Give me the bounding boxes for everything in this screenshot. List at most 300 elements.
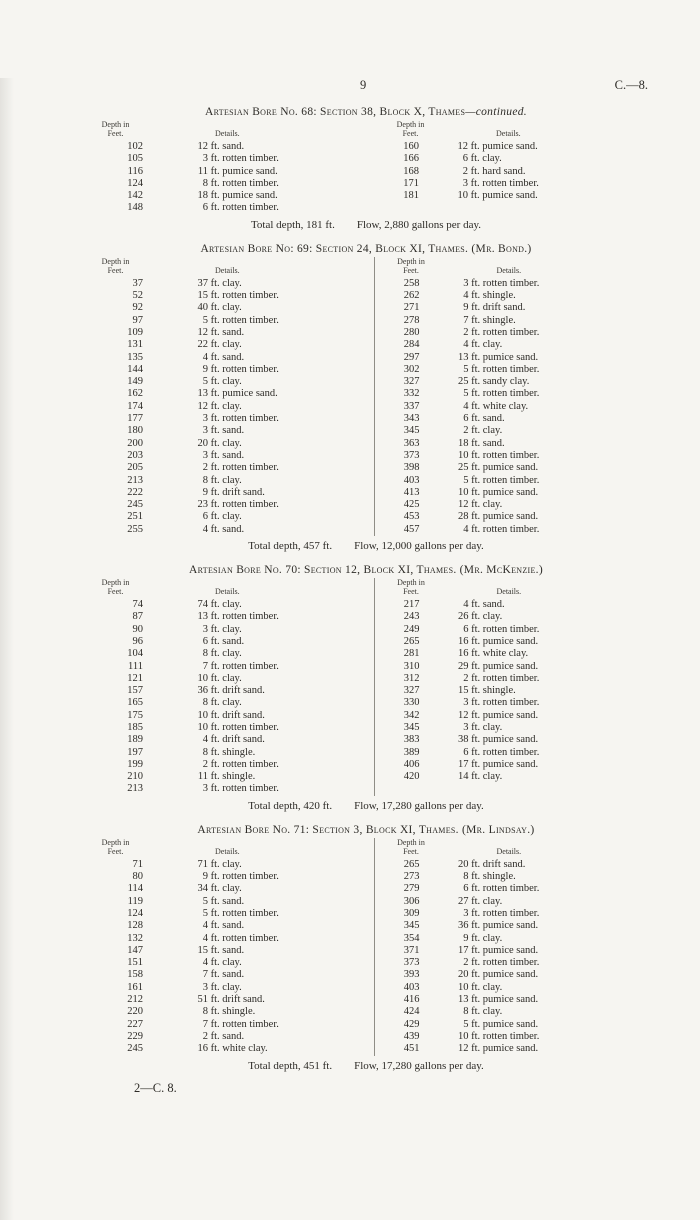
flow-rate: Flow, 17,280 gallons per day. [354, 799, 484, 812]
detail-value: 17 ft. pumice sand. [453, 945, 538, 957]
bore-row [375, 166, 644, 178]
detail-thickness: 10 [457, 449, 469, 461]
detail-thickness: 23 [197, 499, 208, 511]
column-headers [375, 578, 644, 596]
detail-value: 6 ft. rotten timber. [453, 747, 539, 759]
bore-row [375, 920, 644, 932]
bore-row [88, 747, 374, 759]
bore-row [375, 450, 644, 462]
detail-thickness: 8 [202, 474, 208, 486]
bore-row [88, 364, 374, 376]
scan-edge-shadow [0, 78, 14, 1220]
detail-value: 15 ft. sand. [193, 945, 244, 957]
detail-thickness: 8 [202, 177, 208, 189]
depth-header-line1: Depth in [397, 256, 425, 266]
depth-value: 105 [127, 153, 143, 165]
depth-value: 144 [127, 363, 143, 375]
detail-value: 6 ft. rotten timber. [193, 202, 279, 214]
detail-thickness: 10 [457, 981, 469, 993]
depth-value: 166 [403, 153, 419, 165]
detail-thickness: 37 [197, 277, 208, 289]
detail-value: 7 ft. rotten timber. [193, 661, 279, 673]
depth-value: 87 [132, 611, 143, 623]
detail-value: 9 ft. rotten timber. [193, 364, 279, 376]
bore-row [375, 859, 644, 871]
depth-value: 74 [132, 599, 143, 611]
detail-thickness: 4 [202, 734, 208, 746]
bore-row [88, 636, 374, 648]
depth-value: 220 [127, 1006, 143, 1018]
depth-value: 205 [127, 462, 143, 474]
depth-value: 249 [403, 623, 420, 635]
detail-thickness: 17 [457, 944, 469, 956]
depth-value: 200 [127, 437, 143, 449]
detail-value: 2 ft. sand. [193, 1031, 244, 1043]
depth-value: 337 [403, 400, 420, 412]
depth-value: 251 [127, 511, 143, 523]
detail-thickness: 6 [463, 623, 469, 635]
detail-thickness: 51 [197, 994, 208, 1006]
detail-value: 4 ft. drift sand. [193, 734, 265, 746]
detail-thickness: 5 [202, 314, 208, 326]
bore-table-right-half [374, 838, 644, 1056]
bore-row [375, 734, 644, 746]
detail-value: 3 ft. rotten timber. [453, 697, 539, 709]
depth-value: 142 [127, 190, 143, 202]
bore-table-left-half [88, 578, 374, 796]
detail-thickness: 12 [457, 499, 469, 511]
detail-value: 4 ft. shingle. [453, 290, 515, 302]
bore-row [88, 624, 374, 636]
depth-value: 213 [127, 474, 143, 486]
detail-value: 20 ft. pumice sand. [453, 969, 538, 981]
depth-value: 243 [403, 611, 420, 623]
depth-value: 210 [127, 771, 143, 783]
bore-row [88, 685, 374, 697]
detail-thickness: 4 [202, 351, 208, 363]
detail-value: 71 ft. clay. [193, 859, 242, 871]
depth-value: 37 [132, 277, 143, 289]
bore-row [375, 661, 644, 673]
detail-thickness: 5 [202, 376, 208, 388]
details-column-header: Details. [215, 587, 240, 597]
detail-value: 5 ft. rotten timber. [453, 364, 539, 376]
detail-thickness: 14 [457, 771, 469, 783]
details-column-header: Details. [496, 265, 522, 275]
total-depth: Total depth, 181 ft. [250, 218, 335, 231]
bore-row [88, 376, 374, 388]
detail-thickness: 6 [463, 883, 469, 895]
bore-row [375, 487, 644, 499]
total-line [88, 1060, 644, 1072]
depth-header-line2: Feet. [107, 846, 124, 856]
depth-column-header [88, 257, 143, 275]
depth-value: 161 [127, 981, 143, 993]
bore-row [88, 315, 374, 327]
detail-thickness: 6 [202, 202, 208, 214]
detail-thickness: 12 [197, 326, 208, 338]
bore-row [88, 511, 374, 523]
depth-value: 96 [132, 635, 143, 647]
detail-value: 6 ft. sand. [193, 636, 244, 648]
bore-row [88, 722, 374, 734]
detail-thickness: 28 [457, 511, 469, 523]
column-headers [375, 257, 644, 275]
depth-value: 345 [403, 425, 420, 437]
depth-value: 425 [403, 499, 420, 511]
detail-value: 9 ft. clay. [453, 933, 502, 945]
detail-value: 8 ft. shingle. [453, 871, 515, 883]
detail-thickness: 11 [197, 165, 208, 177]
depth-value: 354 [403, 932, 420, 944]
bore-rows [375, 141, 644, 202]
depth-value: 371 [403, 944, 420, 956]
depth-header-line1: Depth in [101, 578, 130, 588]
depth-value: 128 [127, 920, 143, 932]
depth-value: 451 [403, 1043, 420, 1055]
detail-value: 7 ft. shingle. [453, 315, 515, 327]
depth-value: 52 [132, 290, 143, 302]
bore-row [88, 994, 374, 1006]
bore-row [375, 413, 644, 425]
depth-value: 131 [127, 339, 143, 351]
detail-value: 9 ft. drift sand. [453, 302, 525, 314]
bore-table [88, 120, 644, 215]
depth-column-header [88, 578, 143, 596]
depth-value: 271 [403, 302, 420, 314]
detail-thickness: 13 [197, 611, 208, 623]
detail-value: 13 ft. pumice sand. [453, 352, 538, 364]
detail-thickness: 4 [463, 400, 469, 412]
bore-row [88, 1031, 374, 1043]
depth-header-line2: Feet. [107, 129, 124, 138]
bore-row [375, 327, 644, 339]
depth-column-header [88, 120, 143, 138]
page-footer-mark: 2—C. 8. [134, 1080, 177, 1095]
depth-value: 162 [127, 388, 143, 400]
bore-title [88, 564, 644, 576]
detail-thickness: 4 [202, 920, 208, 932]
bore-row [88, 278, 374, 290]
bore-row [88, 339, 374, 351]
bore-rows [375, 278, 644, 536]
bore-row [88, 401, 374, 413]
depth-value: 393 [403, 969, 420, 981]
detail-thickness: 11 [197, 771, 208, 783]
depth-value: 429 [403, 1018, 420, 1030]
bore-row [375, 376, 644, 388]
detail-thickness: 18 [457, 437, 469, 449]
depth-value: 245 [127, 499, 143, 511]
detail-thickness: 8 [463, 1006, 469, 1018]
depth-value: 102 [127, 141, 143, 152]
detail-thickness: 9 [463, 302, 469, 314]
detail-value: 2 ft. rotten timber. [453, 673, 539, 685]
detail-thickness: 4 [463, 599, 469, 611]
detail-thickness: 34 [197, 883, 208, 895]
detail-thickness: 8 [202, 1006, 208, 1018]
bore-row [375, 908, 644, 920]
detail-value: 51 ft. drift sand. [193, 994, 265, 1006]
detail-value: 4 ft. clay. [193, 957, 242, 969]
bore-row [88, 920, 374, 932]
detail-value: 4 ft. sand. [193, 524, 244, 536]
detail-thickness: 10 [197, 721, 208, 733]
detail-value: 5 ft. rotten timber. [453, 475, 539, 487]
bore-section-68 [88, 106, 644, 231]
bore-row [88, 697, 374, 709]
detail-thickness: 5 [202, 895, 208, 907]
depth-value: 160 [403, 141, 419, 152]
detail-thickness: 6 [463, 413, 469, 425]
bore-row [375, 982, 644, 994]
bore-row [88, 438, 374, 450]
detail-value: 4 ft. white clay. [453, 401, 528, 413]
detail-thickness: 2 [463, 326, 469, 338]
depth-value: 343 [403, 413, 420, 425]
detail-value: 17 ft. pumice sand. [453, 759, 538, 771]
detail-value: 3 ft. rotten timber. [193, 413, 279, 425]
depth-value: 217 [403, 599, 420, 611]
bore-rows [88, 599, 374, 796]
detail-thickness: 9 [202, 486, 208, 498]
bore-row [88, 327, 374, 339]
detail-value: 7 ft. sand. [193, 969, 244, 981]
depth-header-line1: Depth in [101, 256, 130, 266]
detail-value: 2 ft. clay. [453, 425, 502, 437]
detail-thickness: 16 [457, 635, 469, 647]
detail-thickness: 71 [197, 858, 208, 870]
detail-value: 3 ft. sand. [193, 425, 244, 437]
total-depth: Total depth, 457 ft. [248, 540, 333, 553]
depth-column-header [383, 838, 438, 856]
detail-value: 36 ft. drift sand. [193, 685, 265, 697]
detail-value: 8 ft. clay. [193, 475, 242, 487]
depth-value: 157 [127, 685, 143, 697]
depth-value: 373 [403, 449, 420, 461]
detail-value: 2 ft. rotten timber. [193, 759, 279, 771]
detail-thickness: 36 [457, 920, 469, 932]
column-headers [375, 120, 644, 138]
depth-value: 180 [127, 425, 143, 437]
detail-thickness: 38 [457, 734, 469, 746]
depth-value: 279 [403, 883, 420, 895]
bore-row [375, 896, 644, 908]
bore-row [375, 388, 644, 400]
bore-row [375, 685, 644, 697]
detail-value: 3 ft. rotten timber. [453, 908, 539, 920]
detail-thickness: 17 [457, 758, 469, 770]
depth-value: 420 [403, 771, 420, 783]
detail-value: 12 ft. sand. [193, 141, 244, 153]
depth-value: 212 [127, 994, 143, 1006]
detail-value: 20 ft. clay. [193, 438, 242, 450]
bore-row [88, 462, 374, 474]
depth-value: 132 [127, 932, 143, 944]
detail-thickness: 3 [463, 697, 469, 709]
details-column-header: Details. [496, 846, 522, 856]
detail-value: 15 ft. shingle. [453, 685, 515, 697]
detail-thickness: 9 [202, 871, 208, 883]
depth-value: 227 [127, 1018, 143, 1030]
depth-value: 121 [127, 672, 143, 684]
detail-thickness: 9 [202, 363, 208, 375]
bore-row [88, 945, 374, 957]
bore-row [88, 178, 375, 190]
detail-thickness: 4 [202, 957, 208, 969]
depth-column-header [383, 120, 438, 138]
detail-thickness: 13 [457, 351, 469, 363]
detail-value: 40 ft. clay. [193, 302, 242, 314]
depth-value: 302 [403, 363, 420, 375]
detail-value: 11 ft. pumice sand. [193, 166, 278, 178]
detail-value: 6 ft. clay. [193, 511, 242, 523]
document-reference: C.—8. [614, 78, 648, 92]
detail-thickness: 4 [463, 523, 469, 535]
depth-value: 345 [403, 920, 420, 932]
detail-thickness: 40 [197, 302, 208, 314]
depth-value: 151 [127, 957, 143, 969]
bore-row [88, 648, 374, 660]
detail-value: 3 ft. rotten timber. [453, 278, 539, 290]
depth-value: 71 [132, 858, 143, 870]
detail-value: 4 ft. rotten timber. [193, 933, 279, 945]
detail-thickness: 10 [197, 709, 208, 721]
detail-value: 12 ft. pumice sand. [453, 141, 538, 153]
bore-table [88, 838, 644, 1056]
detail-value: 10 ft. drift sand. [193, 710, 265, 722]
total-line [88, 219, 644, 231]
bore-row [88, 673, 374, 685]
detail-value: 8 ft. clay. [453, 1006, 502, 1018]
depth-value: 114 [127, 883, 143, 895]
depth-value: 165 [127, 697, 143, 709]
detail-thickness: 29 [457, 660, 469, 672]
depth-header-line2: Feet. [107, 587, 124, 597]
detail-thickness: 18 [197, 190, 208, 202]
detail-value: 2 ft. rotten timber. [453, 327, 539, 339]
bore-row [88, 759, 374, 771]
depth-value: 171 [403, 177, 419, 189]
detail-value: 6 ft. rotten timber. [453, 883, 539, 895]
detail-value: 2 ft. hard sand. [453, 166, 525, 178]
bore-section-71 [88, 824, 644, 1072]
detail-thickness: 3 [202, 425, 208, 437]
depth-value: 330 [403, 697, 420, 709]
detail-thickness: 12 [197, 400, 208, 412]
bore-row [88, 302, 374, 314]
detail-value: 6 ft. sand. [453, 413, 504, 425]
details-column-header: Details. [215, 129, 240, 138]
depth-value: 124 [127, 177, 143, 189]
bore-rows [88, 141, 375, 215]
depth-value: 90 [132, 623, 143, 635]
detail-value: 12 ft. pumice sand. [453, 1043, 538, 1055]
detail-thickness: 4 [202, 932, 208, 944]
bore-row [88, 908, 374, 920]
depth-header-line1: Depth in [101, 837, 130, 847]
detail-value: 20 ft. drift sand. [453, 859, 525, 871]
detail-value: 8 ft. shingle. [193, 747, 255, 759]
bore-row [88, 475, 374, 487]
bore-row [375, 524, 644, 536]
detail-value: 7 ft. rotten timber. [193, 1019, 279, 1031]
depth-value: 185 [127, 721, 143, 733]
bore-row [375, 673, 644, 685]
depth-value: 258 [403, 277, 420, 289]
detail-thickness: 8 [463, 871, 469, 883]
bore-row [88, 710, 374, 722]
detail-value: 12 ft. sand. [193, 327, 244, 339]
bore-row [375, 475, 644, 487]
depth-value: 413 [403, 486, 420, 498]
depth-value: 332 [403, 388, 420, 400]
depth-header-line1: Depth in [397, 578, 425, 588]
bore-row [375, 883, 644, 895]
depth-header-line1: Depth in [397, 837, 425, 847]
bore-row [375, 290, 644, 302]
depth-value: 398 [403, 462, 420, 474]
detail-value: 74 ft. clay. [193, 599, 242, 611]
bore-row [88, 153, 375, 165]
depth-value: 309 [403, 907, 420, 919]
detail-thickness: 2 [463, 957, 469, 969]
detail-thickness: 3 [202, 783, 208, 795]
detail-thickness: 74 [197, 599, 208, 611]
bore-row [375, 425, 644, 437]
bore-row [375, 969, 644, 981]
detail-thickness: 20 [457, 858, 469, 870]
detail-value: 10 ft. rotten timber. [453, 1031, 539, 1043]
depth-value: 189 [127, 734, 143, 746]
detail-thickness: 2 [202, 462, 208, 474]
bore-row [88, 388, 374, 400]
total-line [88, 540, 644, 552]
bore-row [375, 1043, 644, 1055]
bore-row [88, 1043, 374, 1055]
bore-row [375, 945, 644, 957]
bore-row [375, 1019, 644, 1031]
column-headers [88, 838, 374, 856]
bore-row [375, 302, 644, 314]
detail-value: 14 ft. clay. [453, 771, 502, 783]
detail-value: 3 ft. clay. [193, 982, 242, 994]
depth-value: 203 [127, 449, 143, 461]
bore-row [375, 871, 644, 883]
bore-title [88, 106, 644, 118]
detail-value: 16 ft. white clay. [193, 1043, 268, 1055]
bore-row [375, 278, 644, 290]
detail-thickness: 3 [463, 721, 469, 733]
bore-row [375, 1006, 644, 1018]
detail-thickness: 3 [462, 177, 468, 189]
flow-rate: Flow, 12,000 gallons per day. [354, 540, 484, 553]
depth-value: 168 [403, 165, 419, 177]
detail-thickness: 10 [457, 190, 468, 202]
depth-value: 97 [132, 314, 143, 326]
column-headers [375, 838, 644, 856]
depth-column-header [383, 578, 438, 596]
bore-table-right-half [374, 578, 644, 796]
detail-thickness: 20 [457, 969, 469, 981]
depth-value: 383 [403, 734, 420, 746]
detail-value: 3 ft. sand. [193, 450, 244, 462]
column-headers [88, 120, 375, 138]
bore-row [375, 141, 644, 153]
detail-value: 29 ft. pumice sand. [453, 661, 538, 673]
detail-value: 6 ft. clay. [453, 153, 502, 165]
bore-row [88, 871, 374, 883]
